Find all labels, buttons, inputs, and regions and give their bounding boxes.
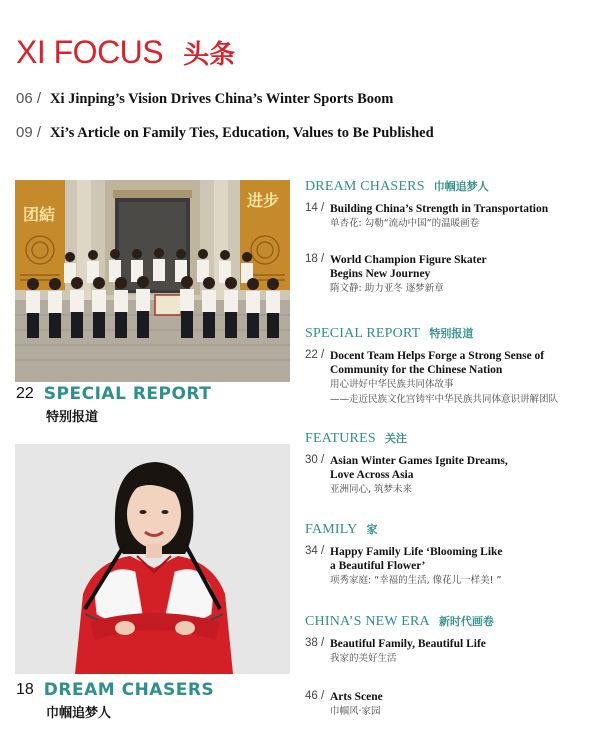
section-title-en: DREAM CHASERS <box>305 179 425 194</box>
entry-subtitle-cn: 巾帼风·家园 <box>330 706 381 717</box>
section-features <box>305 430 595 511</box>
section-title-cn: 新时代画卷 <box>438 615 494 628</box>
entry-title: Docent Team Helps Forge a Strong Sense of <box>330 350 545 362</box>
section-heading <box>305 521 595 538</box>
entry-subtitle-cn: 隋文静: 助力亚冬 逐梦新章 <box>330 283 444 294</box>
section-dream-chasers <box>305 178 595 310</box>
entry-subtitle-cn: 单杏花: 勾勒“流动中国”的温暖画卷 <box>330 218 480 229</box>
dream-chasers-photo <box>15 444 290 674</box>
header-title-en: XI FOCUS <box>16 34 164 70</box>
entry-page: 30 / <box>305 454 325 466</box>
toc-entry[interactable] <box>305 253 595 296</box>
toc-entry[interactable] <box>305 690 595 719</box>
top-item-title: Xi’s Article on Family Ties, Education, Values to Be Published <box>50 125 434 141</box>
section-chinas-new-era <box>305 613 595 680</box>
feature-label-special-report[interactable] <box>16 384 211 425</box>
top-item-page: 06 / <box>16 90 42 107</box>
section-arts-scene <box>305 690 595 733</box>
toc-entry[interactable] <box>305 202 595 231</box>
toc-entry[interactable] <box>305 349 595 407</box>
entry-title: Building China’s Strength in Transportation <box>330 203 549 215</box>
section-heading <box>305 430 595 447</box>
feature-label-en: SPECIAL REPORT <box>43 384 212 404</box>
entry-title: Begins New Journey <box>330 268 431 280</box>
section-title-en: FAMILY <box>305 522 358 537</box>
entry-subtitle-cn: 用心讲好中华民族共同体故事 <box>330 379 454 390</box>
section-special-report <box>305 325 595 421</box>
entry-page: 18 / <box>305 253 325 265</box>
entry-title: Community for the Chinese Nation <box>330 364 503 376</box>
section-title-en: FEATURES <box>305 431 376 446</box>
entry-title: World Champion Figure Skater <box>330 254 487 266</box>
banner-left-text: 团結 <box>23 205 56 224</box>
banner-right-text: 进步 <box>247 191 280 210</box>
feature-label-dream-chasers[interactable] <box>16 680 214 721</box>
entry-title: Beautiful Family, Beautiful Life <box>330 638 486 650</box>
section-title-cn: 特别报道 <box>429 327 474 340</box>
entry-title: Love Across Asia <box>330 469 414 481</box>
entry-subtitle-cn: 亚洲同心, 筑梦未来 <box>330 484 413 495</box>
section-title-en: CHINA’S NEW ERA <box>305 614 430 629</box>
section-title-cn: 关注 <box>384 432 407 445</box>
top-item-title: Xi Jinping’s Vision Drives China’s Winter Sports Boom <box>50 91 394 107</box>
entry-title: a Beautiful Flower’ <box>330 560 426 572</box>
section-heading <box>305 178 595 195</box>
header-title-cn: 头条 <box>183 40 236 70</box>
entry-page: 34 / <box>305 545 325 557</box>
entry-subtitle-cn: ——走近民族文化宫铸牢中华民族共同体意识讲解团队 <box>330 394 559 405</box>
entry-page: 14 / <box>305 202 325 214</box>
feature-label-en: DREAM CHASERS <box>43 680 215 700</box>
special-report-photo <box>15 180 290 382</box>
section-title-cn: 家 <box>366 523 378 536</box>
section-heading <box>305 325 595 342</box>
toc-entry[interactable] <box>305 637 595 666</box>
section-family <box>305 521 595 602</box>
section-heading <box>305 613 595 630</box>
entry-title: Arts Scene <box>330 691 383 703</box>
toc-entry[interactable] <box>305 454 595 497</box>
section-title-en: SPECIAL REPORT <box>305 326 421 341</box>
top-item-page: 09 / <box>16 124 42 141</box>
skater-portrait-illustration <box>15 444 290 674</box>
entry-subtitle-cn: 项秀家庭: “幸福的生活, 像花儿一样美! ” <box>330 575 502 586</box>
feature-label-cn: 巾帼追梦人 <box>46 706 112 721</box>
entry-page: 22 / <box>305 349 325 361</box>
entry-page: 38 / <box>305 637 325 649</box>
feature-label-page: 22 <box>16 385 34 402</box>
feature-label-page: 18 <box>16 681 34 698</box>
top-item[interactable] <box>16 90 393 108</box>
entry-title: Asian Winter Games Ignite Dreams, <box>330 455 508 467</box>
toc-entry[interactable] <box>305 545 595 588</box>
entry-page: 46 / <box>305 690 325 702</box>
entry-subtitle-cn: 我家的美好生活 <box>330 653 397 664</box>
page-header <box>16 34 235 78</box>
entry-title: Happy Family Life ‘Blooming Like <box>330 546 503 558</box>
section-title-cn: 巾帼追梦人 <box>433 180 489 193</box>
top-item[interactable] <box>16 124 434 142</box>
group-photo-illustration <box>15 180 290 382</box>
feature-label-cn: 特别报道 <box>46 410 99 425</box>
